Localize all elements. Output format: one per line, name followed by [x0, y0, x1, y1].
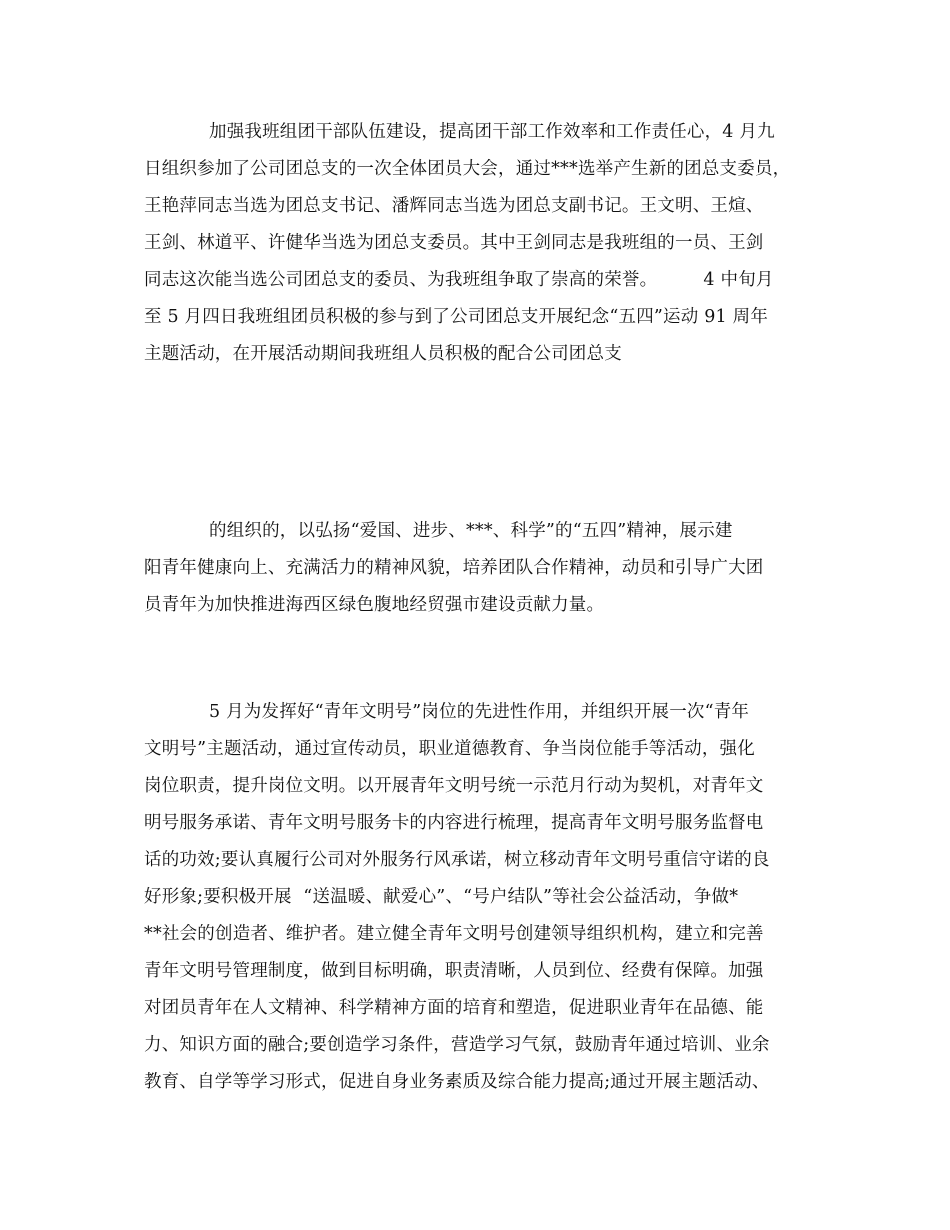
- paragraph-line: 的组织的，以弘扬“爱国、进步、***、科学”的“五四”精神，展示建: [209, 521, 733, 541]
- paragraph-line: 同志这次能当选公司团总支的委员、为我班组争取了崇高的荣誉。 4 中旬月: [144, 270, 774, 290]
- paragraph-line: 日组织参加了公司团总支的一次全体团员大会，通过***选举产生新的团总支委员，: [144, 159, 791, 179]
- paragraph-line: 文明号”主题活动，通过宣传动员，职业道德教育、争当岗位能手等活动，强化: [144, 739, 755, 759]
- paragraph-line: 5 月为发挥好“青年文明号”岗位的先进性作用，并组织开展一次“青年: [209, 702, 750, 722]
- paragraph-line: 加强我班组团干部队伍建设，提高团干部工作效率和工作责任心，4 月九: [209, 122, 775, 142]
- paragraph-line: 阳青年健康向上、充满活力的精神风貌，培养团队合作精神，动员和引导广大团: [144, 558, 764, 578]
- paragraph-line: 力、知识方面的融合;要创造学习条件，营造学习气氛，鼓励青年通过培训、业余: [144, 1035, 770, 1055]
- paragraph-line: 员青年为加快推进海西区绿色腹地经贸强市建设贡献力量。: [144, 595, 605, 615]
- paragraph-line: 青年文明号管理制度，做到目标明确，职责清晰，人员到位、经费有保障。加强: [144, 961, 764, 981]
- paragraph-line: **社会的创造者、维护者。建立健全青年文明号创建领导组织机构，建立和完善: [144, 924, 764, 944]
- paragraph-line: 好形象;要积极开展 “送温暖、献爱心”、“号户结队”等社会公益活动，争做*: [144, 887, 739, 907]
- paragraph-line: 王艳萍同志当选为团总支书记、潘辉同志当选为团总支副书记。王文明、王煊、: [144, 196, 764, 216]
- paragraph-line: 岗位职责，提升岗位文明。以开展青年文明号统一示范月行动为契机，对青年文: [144, 776, 764, 796]
- paragraph-line: 王剑、林道平、许健华当选为团总支委员。其中王剑同志是我班组的一员、王剑: [144, 233, 764, 253]
- paragraph-line: 教育、自学等学习形式，促进自身业务素质及综合能力提高;通过开展主题活动、: [144, 1072, 770, 1092]
- paragraph-line: 主题活动，在开展活动期间我班组人员积极的配合公司团总支: [144, 344, 622, 364]
- paragraph-line: 明号服务承诺、青年文明号服务卡的内容进行梳理，提高青年文明号服务监督电: [144, 813, 764, 833]
- paragraph-line: 话的功效;要认真履行公司对外服务行风承诺，树立移动青年文明号重信守诺的良: [144, 850, 770, 870]
- paragraph-line: 对团员青年在人文精神、科学精神方面的培育和塑造，促进职业青年在品德、能: [144, 998, 764, 1018]
- paragraph-line: 至 5 月四日我班组团员积极的参与到了公司团总支开展纪念“五四”运动 91 周年: [144, 307, 769, 327]
